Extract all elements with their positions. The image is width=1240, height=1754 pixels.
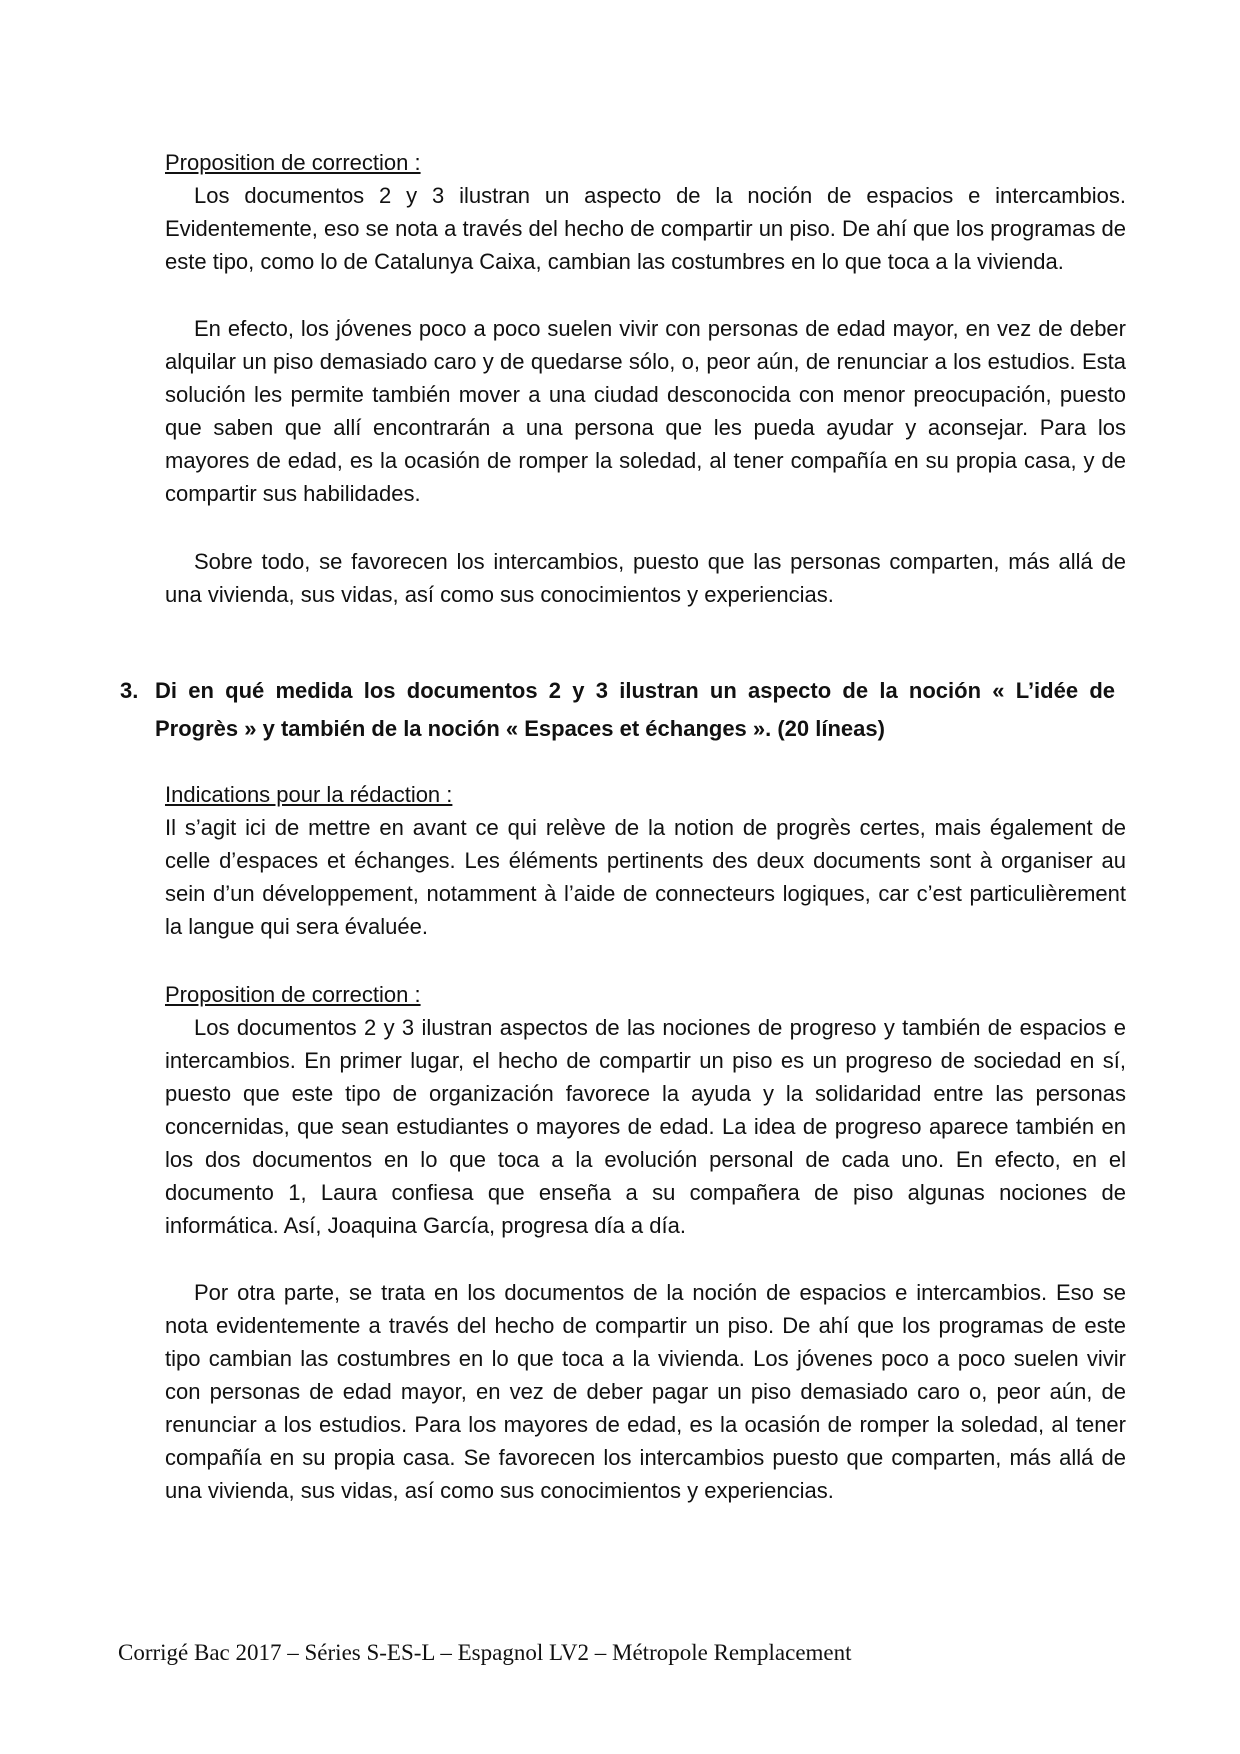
indications-heading: Indications pour la rédaction : <box>165 782 453 807</box>
section1-heading: Proposition de correction : <box>165 150 421 175</box>
page-footer: Corrigé Bac 2017 – Séries S-ES-L – Espagnol LV2 – Métropole Remplacement <box>118 1640 852 1665</box>
section1-paragraph-2: En efecto, los jóvenes poco a poco suelen vivir con personas de edad mayor, en vez de deber alquilar un piso demasiado caro y de quedarse sólo, o, peor aún, de renunciar a los estudios. Esta solución les permite también mover a una ciudad desconocida con menor preocupación, puesto que saben que allí encontrarán a una persona que les pueda ayudar y aconsejar. Para los mayores de edad, es la ocasión de romper la soledad, al tener compañía en su propia casa, y de compartir sus habilidades. <box>165 316 1126 506</box>
section1-paragraph-3: Sobre todo, se favorecen los intercambios, puesto que las personas comparten, más allá de una vivienda, sus vidas, así como sus conocimientos y experiencias. <box>165 549 1126 607</box>
question-3 <box>120 672 1130 752</box>
section2-heading: Proposition de correction : <box>165 982 421 1007</box>
section2-paragraph-1: Los documentos 2 y 3 ilustran aspectos de las nociones de progreso y también de espacios e intercambios. En primer lugar, el hecho de compartir un piso es un progreso de sociedad en sí, puesto que este tipo de organización favorece la ayuda y la solidaridad entre las personas concernidas, que sean estudiantes o mayores de edad. La idea de progreso aparece también en los dos documentos en lo que toca a la evolución personal de cada uno. En efecto, en el documento 1, Laura confiesa que enseña a su compañera de piso algunas nociones de informática. Así, Joaquina García, progresa día a día. <box>165 1015 1126 1238</box>
section1-paragraph-1: Los documentos 2 y 3 ilustran un aspecto de la noción de espacios e intercambios. Evidentemente, eso se nota a través del hecho de compartir un piso. De ahí que los programas de este tipo, como lo de Catalunya Caixa, cambian las costumbres en lo que toca a la vivienda. <box>165 183 1126 274</box>
indications-text: Il s’agit ici de mettre en avant ce qui relève de la notion de progrès certes, mais également de celle d’espaces et échanges. Les éléments pertinents des deux documents sont à organiser au sein d’un développement, notamment à l’aide de connecteurs logiques, car c’est particulièrement la langue qui sera évaluée. <box>165 815 1126 939</box>
section2-paragraph-2: Por otra parte, se trata en los documentos de la noción de espacios e intercambios. Eso se nota evidentemente a través del hecho de compartir un piso. De ahí que los programas de este tipo cambian las costumbres en lo que toca a la vivienda. Los jóvenes poco a poco suelen vivir con personas de edad mayor, en vez de deber pagar un piso demasiado caro o, peor aún, de renunciar a los estudios. Para los mayores de edad, es la ocasión de romper la soledad, al tener compañía en su propia casa. Se favorecen los intercambios puesto que comparten, más allá de una vivienda, sus vidas, así como sus conocimientos y experiencias. <box>165 1280 1126 1503</box>
question-number: 3. <box>120 678 139 703</box>
question-text: Di en qué medida los documentos 2 y 3 ilustran un aspecto de la noción « L’idée de Progrès » y también de la noción « Espaces et échanges ». (20 líneas) <box>155 678 1115 741</box>
